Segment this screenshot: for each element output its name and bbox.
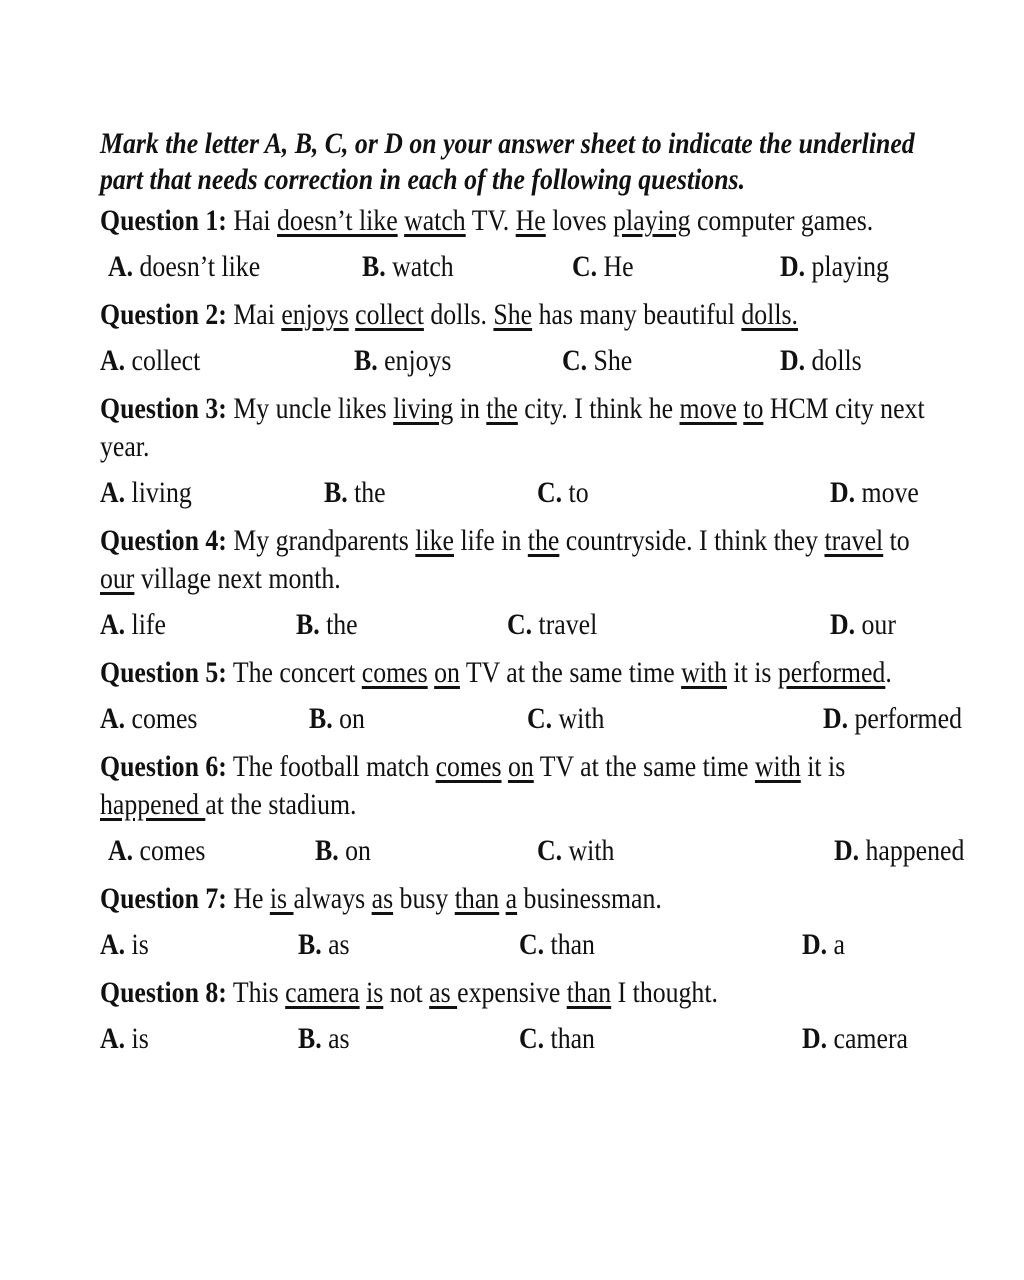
option-letter: A. [100, 608, 126, 641]
question-text [100, 522, 939, 598]
answer-option-b[interactable] [309, 702, 365, 736]
answer-option-a[interactable] [100, 928, 149, 962]
option-letter: C. [536, 476, 563, 509]
underlined-part: dolls. [741, 298, 798, 331]
option-text: camera [827, 1022, 908, 1055]
answer-option-d[interactable] [780, 250, 889, 284]
answer-option-c[interactable] [519, 928, 595, 962]
option-text: as [321, 1022, 350, 1055]
underlined-part: playing [613, 204, 691, 237]
question-fragment: has many beautiful [532, 298, 742, 331]
underlined-part: performed [777, 656, 886, 689]
question-fragment: I thought. [611, 976, 718, 1009]
option-letter: D. [779, 344, 806, 377]
question-label: Question 7: [100, 882, 227, 915]
underlined-part: as [429, 976, 458, 1009]
underlined-part: living [393, 392, 454, 425]
question-fragment: My grandparents [226, 524, 416, 557]
underlined-part: a [505, 882, 518, 915]
question-fragment: at the stadium. [205, 788, 357, 821]
option-letter: C. [571, 250, 598, 283]
question-fragment: The concert [226, 656, 362, 689]
question-fragment: in [453, 392, 487, 425]
underlined-part: She [493, 298, 533, 331]
option-letter: D. [801, 1022, 828, 1055]
option-text: on [338, 834, 371, 867]
question-fragment: dolls. [423, 298, 494, 331]
underlined-part: like [415, 524, 455, 557]
answer-option-b[interactable] [298, 928, 350, 962]
answer-option-c[interactable] [537, 476, 589, 510]
question-fragment: He [226, 882, 270, 915]
option-text: playing [805, 250, 889, 283]
question-fragment: countryside. I think they [559, 524, 825, 557]
answer-option-a[interactable] [100, 702, 197, 736]
option-text: is [125, 928, 149, 961]
question-fragment: Mai [226, 298, 282, 331]
underlined-part: on [434, 656, 460, 689]
question-fragment: TV at the same time [459, 656, 682, 689]
underlined-part: with [681, 656, 727, 689]
option-text: collect [125, 344, 201, 377]
option-letter: B. [353, 344, 378, 377]
underlined-part: to [743, 392, 764, 425]
answer-option-d[interactable] [802, 1022, 908, 1056]
option-letter: D. [829, 608, 856, 641]
option-letter: C. [518, 1022, 545, 1055]
answer-option-d[interactable] [823, 702, 962, 736]
question-fragment: it is [800, 750, 846, 783]
answer-option-a[interactable] [100, 344, 200, 378]
question-1 [100, 202, 939, 296]
underlined-part: enjoys [281, 298, 349, 331]
question-fragment: The football match [226, 750, 436, 783]
instructions: Mark the letter A, B, C, or D on your answer sheet to indicate the underlined part that needs correction in each of the following questions. [100, 127, 915, 196]
question-text [100, 880, 939, 918]
underlined-part: watch [404, 204, 466, 237]
underlined-part: than [454, 882, 500, 915]
option-text: living [125, 476, 192, 509]
option-letter: C. [506, 608, 533, 641]
question-4 [100, 522, 939, 654]
question-fragment: to [883, 524, 910, 557]
underlined-part: comes [435, 750, 502, 783]
option-text: enjoys [377, 344, 452, 377]
option-text: move [855, 476, 919, 509]
option-text: the [347, 476, 386, 509]
underlined-part: is [269, 882, 294, 915]
option-text: comes [133, 834, 206, 867]
option-letter: B. [297, 928, 322, 961]
option-letter: D. [801, 928, 828, 961]
underlined-part: comes [361, 656, 428, 689]
underlined-part: the [486, 392, 518, 425]
underlined-part: our [100, 562, 135, 595]
option-text: a [827, 928, 845, 961]
option-text: travel [532, 608, 598, 641]
question-label: Question 1: [100, 204, 227, 237]
option-letter: B. [361, 250, 386, 283]
question-fragment: city. I think he [517, 392, 680, 425]
answer-options [100, 692, 962, 748]
question-8 [100, 974, 939, 1068]
option-text: dolls [805, 344, 862, 377]
underlined-part: travel [824, 524, 884, 557]
option-text: happened [859, 834, 965, 867]
answer-option-b[interactable] [354, 344, 451, 378]
question-text [100, 202, 939, 240]
question-fragment: loves [545, 204, 614, 237]
answer-option-a[interactable] [100, 608, 166, 642]
question-fragment: This [226, 976, 286, 1009]
answer-option-b[interactable] [324, 476, 386, 510]
answer-options [100, 334, 939, 390]
option-letter: A. [100, 928, 126, 961]
question-6 [100, 748, 965, 880]
underlined-part: He [515, 204, 546, 237]
answer-options [100, 240, 939, 296]
underlined-part: than [566, 976, 612, 1009]
option-text: comes [125, 702, 198, 735]
question-2 [100, 296, 939, 390]
question-5 [100, 654, 962, 748]
answer-options [100, 598, 939, 654]
answer-options [100, 1012, 939, 1068]
question-label: Question 6: [100, 750, 227, 783]
option-letter: B. [308, 702, 333, 735]
answer-option-d[interactable] [834, 834, 964, 868]
answer-option-c[interactable] [519, 1022, 595, 1056]
question-3 [100, 390, 939, 522]
question-text [100, 390, 939, 466]
option-text: than [544, 928, 595, 961]
question-fragment: . [885, 656, 892, 689]
question-label: Question 3: [100, 392, 227, 425]
question-fragment: expensive [457, 976, 567, 1009]
question-fragment: My uncle likes [226, 392, 394, 425]
question-text [100, 748, 939, 824]
answer-option-c[interactable] [562, 344, 632, 378]
question-list [100, 202, 965, 1068]
question-fragment: TV at the same time [533, 750, 755, 783]
option-text: to [562, 476, 589, 509]
answer-option-b[interactable] [296, 608, 358, 642]
option-text: than [544, 1022, 595, 1055]
underlined-part: happened [100, 788, 206, 821]
question-fragment: TV. [465, 204, 516, 237]
option-text: watch [385, 250, 454, 283]
underlined-part: the [527, 524, 560, 557]
answer-option-c[interactable] [507, 608, 597, 642]
option-letter: B. [297, 1022, 322, 1055]
option-letter: D. [829, 476, 856, 509]
question-text [100, 974, 939, 1012]
option-letter: C. [561, 344, 588, 377]
option-text: is [125, 1022, 149, 1055]
option-text: He [597, 250, 634, 283]
option-letter: D. [779, 250, 806, 283]
answer-option-d[interactable] [802, 928, 845, 962]
question-fragment: HCM city next year. [100, 392, 925, 463]
question-label: Question 8: [100, 976, 227, 1009]
option-letter: A. [100, 344, 126, 377]
answer-option-d[interactable] [780, 344, 862, 378]
option-letter: D. [833, 834, 860, 867]
answer-option-d[interactable] [830, 608, 896, 642]
question-label: Question 4: [100, 524, 227, 557]
option-letter: A. [107, 834, 134, 867]
option-text: the [319, 608, 358, 641]
question-fragment: Hai [226, 204, 278, 237]
option-text: performed [848, 702, 962, 735]
answer-options [100, 466, 939, 522]
option-text: She [587, 344, 633, 377]
option-text: doesn’t like [133, 250, 261, 283]
question-fragment: life in [454, 524, 528, 557]
question-fragment: not [383, 976, 430, 1009]
option-letter: C. [518, 928, 545, 961]
question-fragment: businessman. [517, 882, 662, 915]
answer-option-a[interactable] [100, 1022, 149, 1056]
answer-option-b[interactable] [298, 1022, 350, 1056]
option-letter: B. [315, 834, 339, 867]
question-fragment: village next month. [134, 562, 341, 595]
option-letter: C. [526, 702, 553, 735]
question-label: Question 5: [100, 656, 227, 689]
underlined-part: with [754, 750, 801, 783]
option-letter: D. [822, 702, 849, 735]
answer-options [100, 918, 939, 974]
option-letter: B. [323, 476, 348, 509]
underlined-part: camera [285, 976, 360, 1009]
question-7 [100, 880, 939, 974]
question-text [100, 296, 939, 334]
option-letter: B. [295, 608, 320, 641]
question-fragment: busy [393, 882, 455, 915]
option-letter: A. [100, 702, 126, 735]
option-text: with [552, 702, 605, 735]
option-letter: C. [536, 834, 563, 867]
option-letter: A. [100, 476, 126, 509]
option-text: on [332, 702, 365, 735]
option-text: life [125, 608, 166, 641]
option-text: our [855, 608, 896, 641]
question-fragment: always [293, 882, 372, 915]
option-text: with [562, 834, 615, 867]
underlined-part: on [507, 750, 534, 783]
option-letter: A. [107, 250, 134, 283]
option-text: as [321, 928, 350, 961]
answer-option-d[interactable] [830, 476, 919, 510]
underlined-part: is [366, 976, 384, 1009]
question-label: Question 2: [100, 298, 227, 331]
answer-option-c[interactable] [537, 834, 614, 868]
question-fragment: it is [726, 656, 778, 689]
answer-option-a[interactable] [108, 250, 260, 284]
answer-option-b[interactable] [315, 834, 371, 868]
answer-option-c[interactable] [527, 702, 604, 736]
option-letter: A. [100, 1022, 126, 1055]
question-fragment: computer games. [690, 204, 874, 237]
question-text [100, 654, 939, 692]
answer-option-b[interactable] [362, 250, 454, 284]
underlined-part: move [679, 392, 737, 425]
worksheet-content [100, 126, 965, 1068]
answer-option-a[interactable] [108, 834, 205, 868]
underlined-part: as [371, 882, 394, 915]
answer-option-a[interactable] [100, 476, 192, 510]
underlined-part: doesn’t like [277, 204, 398, 237]
underlined-part: collect [355, 298, 424, 331]
answer-option-c[interactable] [572, 250, 634, 284]
answer-options [100, 824, 965, 880]
